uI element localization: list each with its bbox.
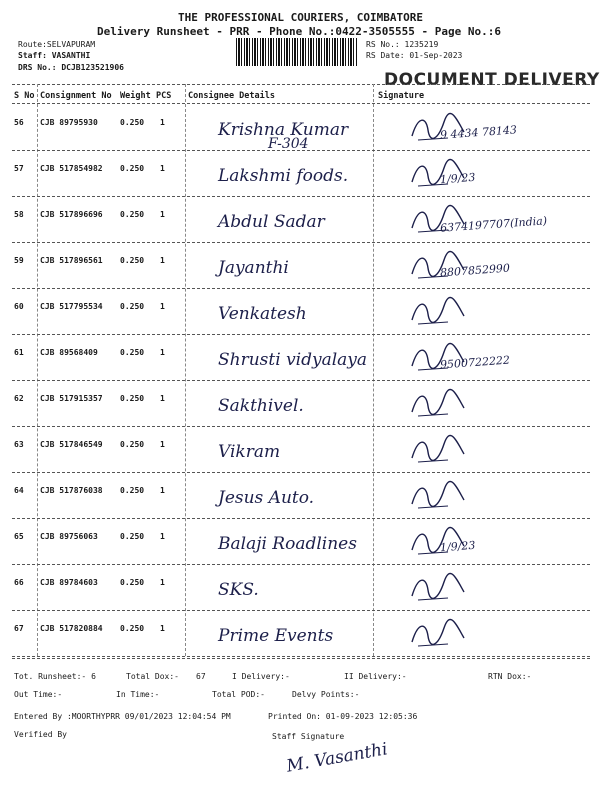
row-signature-handwritten: 9 4434 78143 [439, 123, 518, 142]
row-weight: 0.250 [120, 302, 145, 311]
printed-on: Printed On: 01-09-2023 12:05:36 [268, 712, 418, 721]
row-weight: 0.250 [120, 578, 145, 587]
row-pcs: 1 [160, 440, 165, 449]
row-sno: 64 [14, 486, 24, 495]
row-consignment: CJB 517820884 [40, 624, 103, 633]
rtn-dox: RTN Dox:- [488, 672, 532, 681]
tot-runsheet: Tot. Runsheet:- 6 [14, 672, 96, 681]
row-divider [12, 334, 590, 335]
row-consignee-handwritten: Shrusti vidyalaya [218, 350, 368, 370]
row-sno: 62 [14, 394, 24, 403]
row-signature-handwritten: 9500722222 [439, 353, 511, 372]
row-sno: 59 [14, 256, 24, 265]
signature-scribble [408, 570, 468, 606]
row-sno: 60 [14, 302, 24, 311]
row-consignee-handwritten: Krishna Kumar [218, 120, 349, 140]
signature-scribble [408, 202, 468, 238]
col-sno: S No [14, 91, 35, 101]
row-consignee-handwritten: Jesus Auto. [218, 488, 315, 508]
row-consignment: CJB 517915357 [40, 394, 103, 403]
signature-scribble [408, 156, 468, 192]
signature-scribble [408, 524, 468, 560]
staff-line: Staff: VASANTHI [18, 51, 91, 60]
row-weight: 0.250 [120, 164, 145, 173]
row-consignee-handwritten: Balaji Roadlines [218, 534, 357, 554]
col-consignee: Consignee Details [188, 91, 275, 101]
row-consignee-extra: F-304 [268, 136, 309, 152]
row-divider [12, 518, 590, 519]
row-pcs: 1 [160, 578, 165, 587]
row-consignment: CJB 517896696 [40, 210, 103, 219]
row-pcs: 1 [160, 394, 165, 403]
out-time: Out Time:- [14, 690, 63, 699]
barcode [236, 38, 358, 66]
drs-line: DRS No.: DCJB123521906 [18, 63, 124, 72]
document-delivery-stamp: DOCUMENT DELIVERY [384, 70, 600, 90]
signature-scribble [408, 616, 468, 652]
total-pod: Total POD:- [212, 690, 265, 699]
row-signature-handwritten: 8807852990 [439, 261, 511, 280]
signature-scribble [408, 340, 468, 376]
row-consignment: CJB 517846549 [40, 440, 103, 449]
row-consignment: CJB 517876038 [40, 486, 103, 495]
row-divider [12, 610, 590, 611]
entered-by: Entered By :MOORTHYPRR 09/01/2023 12:04:54 PM [14, 712, 231, 721]
row-pcs: 1 [160, 256, 165, 265]
row-sno: 57 [14, 164, 24, 173]
col-consignment: Consignment No [40, 91, 112, 101]
staff-signature-label: Staff Signature [272, 732, 345, 741]
signature-scribble [408, 386, 468, 422]
row-sno: 63 [14, 440, 24, 449]
ii-delivery: II Delivery:- [344, 672, 407, 681]
company-title: THE PROFESSIONAL COURIERS, COIMBATORE [178, 11, 424, 24]
row-pcs: 1 [160, 302, 165, 311]
row-sno: 58 [14, 210, 24, 219]
signature-scribble [408, 478, 468, 514]
row-divider [12, 242, 590, 243]
verified-by: Verified By [14, 730, 67, 739]
row-weight: 0.250 [120, 348, 145, 357]
row-divider [12, 150, 590, 151]
rs-date-line: RS Date: 01-Sep-2023 [366, 51, 463, 60]
row-pcs: 1 [160, 210, 165, 219]
row-sno: 67 [14, 624, 24, 633]
row-divider [12, 472, 590, 473]
i-delivery: I Delivery:- [232, 672, 290, 681]
row-sno: 66 [14, 578, 24, 587]
row-consignment: CJB 89784603 [40, 578, 98, 587]
total-dox-label: Total Dox:- [126, 672, 179, 681]
row-consignee-handwritten: Lakshmi foods. [218, 166, 349, 186]
row-divider [12, 380, 590, 381]
row-consignment: CJB 89756063 [40, 532, 98, 541]
signature-scribble [408, 432, 468, 468]
row-consignee-handwritten: Jayanthi [218, 258, 289, 278]
row-consignment: CJB 89568409 [40, 348, 98, 357]
total-dox-value: 67 [196, 672, 206, 681]
row-consignee-handwritten: Prime Events [218, 626, 334, 646]
row-weight: 0.250 [120, 210, 145, 219]
rs-no-line: RS No.: 1235219 [366, 40, 439, 49]
row-sno: 65 [14, 532, 24, 541]
row-weight: 0.250 [120, 532, 145, 541]
row-consignee-handwritten: Abdul Sadar [218, 212, 325, 232]
row-consignee-handwritten: Sakthivel. [218, 396, 304, 416]
row-consignment: CJB 89795930 [40, 118, 98, 127]
row-consignee-handwritten: Vikram [218, 442, 281, 462]
runsheet-subtitle: Delivery Runsheet - PRR - Phone No.:0422-3505555 - Page No.:6 [97, 25, 501, 38]
row-weight: 0.250 [120, 486, 145, 495]
in-time: In Time:- [116, 690, 160, 699]
row-pcs: 1 [160, 164, 165, 173]
col-pcs: PCS [156, 91, 172, 101]
route-line: Route:SELVAPURAM [18, 40, 96, 49]
signature-scribble [408, 294, 468, 330]
row-consignee-handwritten: Venkatesh [218, 304, 307, 324]
row-consignment: CJB 517896561 [40, 256, 103, 265]
row-divider [12, 288, 590, 289]
row-pcs: 1 [160, 624, 165, 633]
row-consignment: CJB 517854982 [40, 164, 103, 173]
row-divider [12, 656, 590, 657]
row-weight: 0.250 [120, 624, 145, 633]
row-pcs: 1 [160, 486, 165, 495]
row-sno: 61 [14, 348, 24, 357]
row-weight: 0.250 [120, 256, 145, 265]
delvy-points: Delvy Points:- [292, 690, 360, 699]
col-weight: Weight [120, 91, 151, 101]
row-signature-handwritten: 6374197707(India) [439, 214, 548, 235]
signature-scribble [408, 248, 468, 284]
signature-scribble [408, 110, 468, 146]
row-pcs: 1 [160, 532, 165, 541]
row-weight: 0.250 [120, 394, 145, 403]
row-weight: 0.250 [120, 440, 145, 449]
row-pcs: 1 [160, 118, 165, 127]
row-signature-handwritten: 1/9/23 [439, 170, 476, 187]
row-divider [12, 196, 590, 197]
row-weight: 0.250 [120, 118, 145, 127]
col-signature: Signature [378, 91, 425, 101]
staff-signature-handwritten: M. Vasanthi [285, 739, 390, 777]
row-sno: 56 [14, 118, 24, 127]
row-divider [12, 426, 590, 427]
row-signature-handwritten: 1/9/23 [439, 538, 476, 555]
row-consignee-handwritten: SKS. [218, 580, 259, 600]
row-pcs: 1 [160, 348, 165, 357]
row-consignment: CJB 517795534 [40, 302, 103, 311]
row-divider [12, 564, 590, 565]
